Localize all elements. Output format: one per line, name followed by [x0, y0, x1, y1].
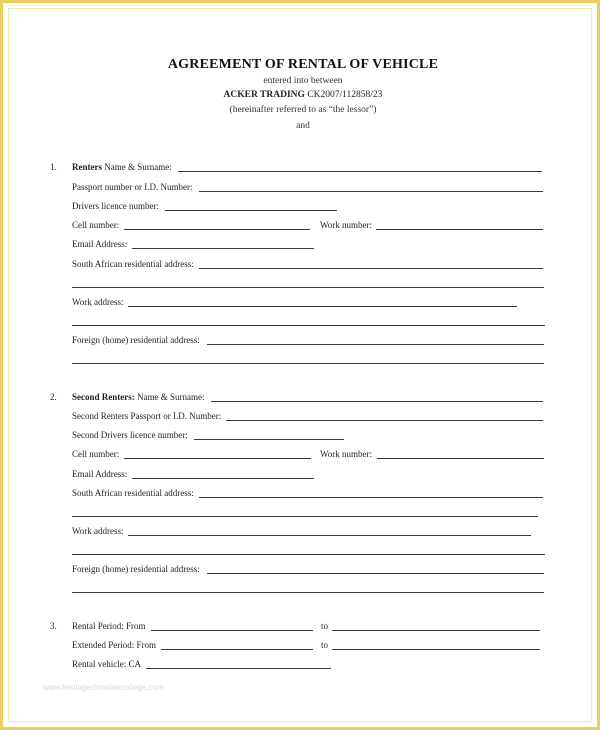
- drivers-licence-field[interactable]: [165, 210, 337, 211]
- renters-name-field[interactable]: [178, 171, 542, 172]
- email-field[interactable]: [132, 248, 314, 249]
- entered-into-text: entered into between: [263, 76, 343, 86]
- rental-vehicle-label: Rental vehicle: CA: [72, 659, 141, 669]
- passport-label: Passport number or I.D. Number:: [72, 182, 193, 192]
- second-sa-address-label: South African residential address:: [72, 488, 194, 498]
- company-name: ACKER TRADING: [223, 90, 305, 100]
- drivers-licence-label: Drivers licence number:: [72, 201, 159, 211]
- email-label: Email Address:: [72, 239, 128, 249]
- work-address-field-line-2[interactable]: [72, 325, 545, 326]
- renters-name-label: [72, 162, 172, 172]
- second-passport-field[interactable]: [226, 420, 543, 421]
- extended-period-to-label: to: [321, 640, 329, 650]
- company-registration: CK2007/112858/23: [307, 90, 383, 100]
- second-work-address-field-line-2[interactable]: [72, 554, 545, 555]
- second-foreign-address-field-line-2[interactable]: [72, 592, 544, 593]
- rental-period-label: Rental Period: From: [72, 621, 146, 631]
- rental-period-from-field[interactable]: [151, 630, 313, 631]
- section-2-number: 2.: [50, 392, 57, 402]
- renters-name-surname-label: Name & Surname:: [102, 162, 172, 172]
- rental-period-to-label: to: [321, 621, 329, 631]
- rental-vehicle-field[interactable]: [146, 668, 331, 669]
- second-renters-bold-label: Second Renters:: [72, 392, 135, 402]
- section-3-number: 3.: [50, 621, 57, 631]
- work-address-field[interactable]: [128, 306, 517, 307]
- work-number-label: Work number:: [320, 220, 373, 230]
- watermark-text: www.heritagechristiancollege.com: [43, 683, 164, 692]
- foreign-address-label: Foreign (home) residential address:: [72, 335, 200, 345]
- lessor-note: (hereinafter referred to as “the lessor”): [229, 105, 377, 115]
- second-email-field[interactable]: [132, 478, 314, 479]
- second-work-address-field[interactable]: [128, 535, 531, 536]
- section-1-number: 1.: [50, 162, 57, 172]
- second-email-label: Email Address:: [72, 469, 128, 479]
- second-drivers-licence-field[interactable]: [194, 439, 344, 440]
- cell-number-label: Cell number:: [72, 220, 120, 230]
- extended-period-label: Extended Period: From: [72, 640, 156, 650]
- second-renters-name-label: [72, 392, 204, 402]
- second-renters-name-field[interactable]: [211, 401, 543, 402]
- sa-address-field-line-2[interactable]: [72, 287, 544, 288]
- second-drivers-licence-label: Second Drivers licence number:: [72, 430, 188, 440]
- frame-inner-border: [8, 8, 592, 722]
- second-work-number-label: Work number:: [320, 449, 373, 459]
- second-cell-number-field[interactable]: [124, 458, 311, 459]
- second-passport-label: Second Renters Passport or I.D. Number:: [72, 411, 222, 421]
- rental-period-to-field[interactable]: [332, 630, 540, 631]
- renters-bold-label: Renters: [72, 162, 102, 172]
- second-cell-number-label: Cell number:: [72, 449, 120, 459]
- passport-field[interactable]: [199, 191, 543, 192]
- second-work-number-field[interactable]: [377, 458, 544, 459]
- foreign-address-field-line-2[interactable]: [72, 363, 544, 364]
- second-work-address-label: Work address:: [72, 526, 124, 536]
- second-renters-name-surname-label: Name & Surname:: [134, 392, 205, 402]
- work-address-label: Work address:: [72, 297, 124, 307]
- work-number-field[interactable]: [376, 229, 543, 230]
- extended-period-to-field[interactable]: [332, 649, 540, 650]
- and-text: and: [296, 121, 310, 131]
- extended-period-from-field[interactable]: [161, 649, 313, 650]
- sa-address-label: South African residential address:: [72, 259, 194, 269]
- second-foreign-address-label: Foreign (home) residential address:: [72, 564, 200, 574]
- sa-address-field[interactable]: [199, 268, 543, 269]
- cell-number-field[interactable]: [124, 229, 310, 230]
- document-title: AGREEMENT OF RENTAL OF VEHICLE: [167, 57, 439, 72]
- second-sa-address-field[interactable]: [199, 497, 543, 498]
- second-sa-address-field-line-2[interactable]: [72, 516, 538, 517]
- second-foreign-address-field[interactable]: [207, 573, 544, 574]
- foreign-address-field[interactable]: [207, 344, 544, 345]
- lessor-company: [3, 90, 600, 100]
